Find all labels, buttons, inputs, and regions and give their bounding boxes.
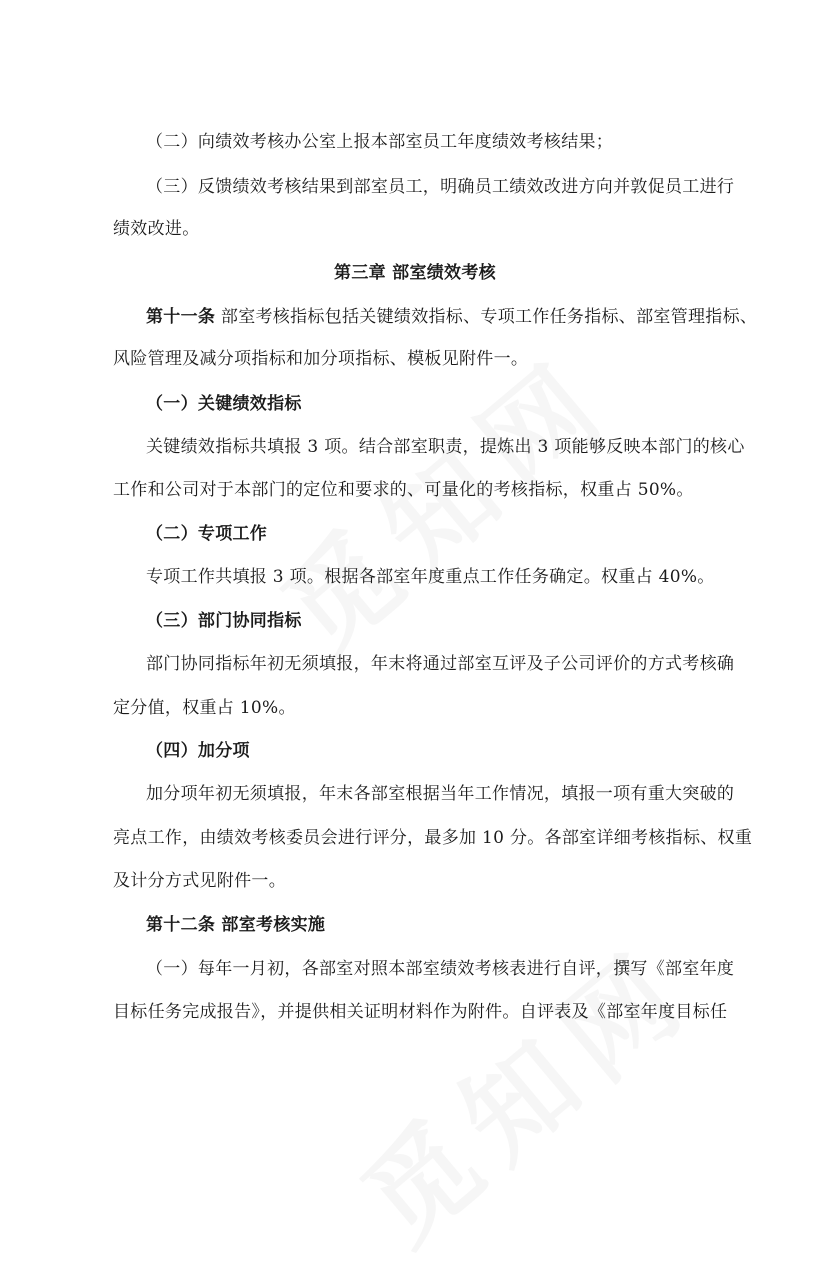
paragraph-line: 及计分方式见附件一。	[113, 871, 286, 891]
paragraph-line: 加分项年初无须填报，年末各部室根据当年工作情况，填报一项有重大突破的	[146, 784, 735, 804]
paragraph-line: 工作和公司对于本部门的定位和要求的、可量化的考核指标，权重占 50%。	[113, 480, 694, 500]
paragraph-line: （三）反馈绩效考核结果到部室员工，明确员工绩效改进方向并敦促员工进行	[146, 177, 735, 197]
paragraph-line: 风险管理及减分项指标和加分项指标、模板见附件一。	[113, 349, 529, 369]
section-heading: （四）加分项	[146, 741, 250, 761]
section-heading: （三）部门协同指标	[146, 611, 302, 631]
paragraph-line: 目标任务完成报告》，并提供相关证明材料作为附件。自评表及《部室年度目标任	[113, 1002, 728, 1022]
section-heading: （二）专项工作	[146, 524, 268, 544]
section-heading: （一）关键绩效指标	[146, 394, 302, 414]
article-line	[0, 305, 830, 329]
article-text: 部室考核指标包括关键绩效指标、专项工作任务指标、部室管理指标、	[215, 307, 758, 327]
paragraph-line: 绩效改进。	[113, 219, 200, 239]
paragraph-line: （二）向绩效考核办公室上报本部室员工年度绩效考核结果；	[146, 132, 614, 152]
paragraph-line: 关键绩效指标共填报 3 项。结合部室职责，提炼出 3 项能够反映本部门的核心	[146, 437, 745, 457]
paragraph-line: 定分值，权重占 10%。	[113, 698, 296, 718]
article-heading: 第十二条 部室考核实施	[146, 915, 326, 935]
chapter-heading: 第三章 部室绩效考核	[334, 263, 496, 283]
paragraph-line: 亮点工作，由绩效考核委员会进行评分，最多加 10 分。各部室详细考核指标、权重	[113, 828, 753, 848]
paragraph-line: 部门协同指标年初无须填报，年末将通过部室互评及子公司评价的方式考核确	[146, 654, 735, 674]
paragraph-line: 专项工作共填报 3 项。根据各部室年度重点工作任务确定。权重占 40%。	[146, 567, 715, 587]
paragraph-line: （一）每年一月初，各部室对照本部室绩效考核表进行自评，撰写《部室年度	[146, 959, 735, 979]
article-number: 第十一条	[146, 307, 216, 327]
